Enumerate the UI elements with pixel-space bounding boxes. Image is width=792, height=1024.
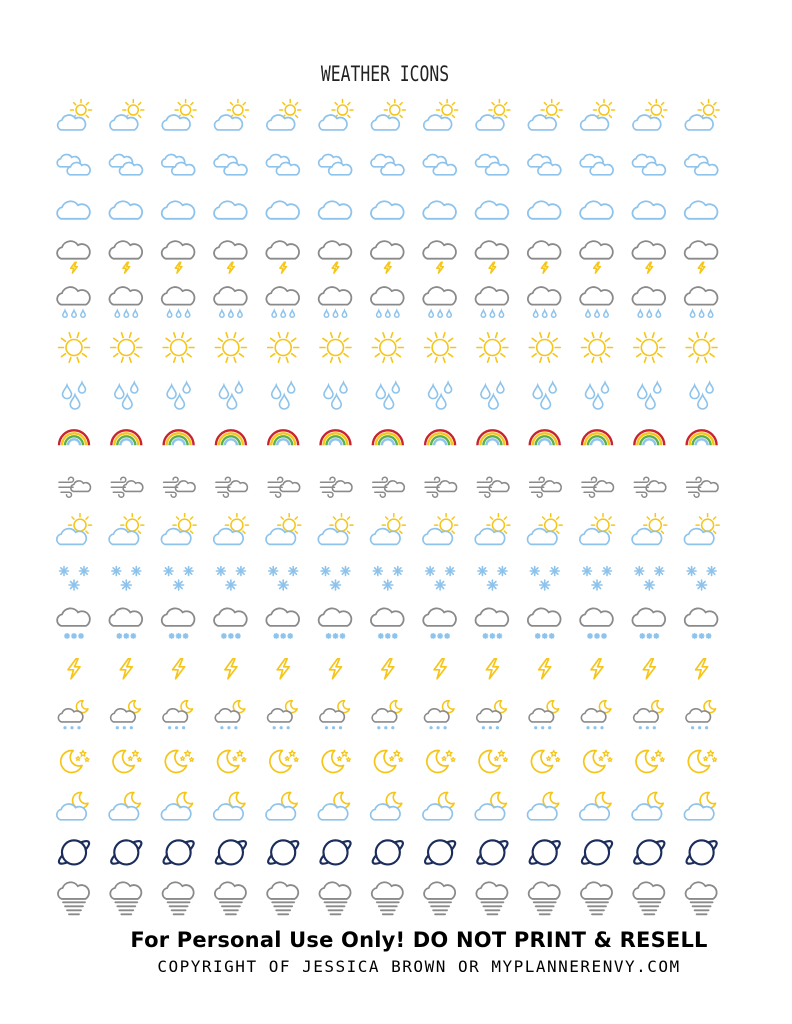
sun-icon [59,333,90,362]
rainbow-icon [268,430,298,445]
raindrops-icon [219,383,242,410]
tornado-icon [319,882,350,914]
rainbow-icon [216,430,246,445]
cloud-icon [528,201,561,219]
snow-cloud-icon [57,608,90,638]
windy-icon [477,477,508,497]
rain-cloud-icon [57,287,90,317]
partly-sunny-icon [319,100,353,130]
icon-grid [52,96,732,926]
cloud-icon [423,201,456,219]
lightning-bolt-icon [330,659,342,679]
tornado-icon [267,882,298,914]
sun-behind-cloud-icon [632,514,667,545]
partly-sunny-icon [162,100,196,130]
planet-icon [370,838,406,868]
moon-stars-icon [218,750,246,772]
moon-stars-icon [688,750,716,772]
planet-icon [318,838,354,868]
windy-icon [216,477,248,497]
clouds-icon [162,155,195,175]
rain-cloud-icon [319,287,352,317]
usage-notice: For Personal Use Only! DO NOT PRINT & RESELL [130,928,708,952]
sun-behind-cloud-icon [580,514,615,545]
raindrops-icon [690,383,713,410]
sun-icon [634,333,665,362]
rainbow-icon [59,430,89,445]
lightning-bolt-icon [68,659,80,679]
clouds-icon [632,155,665,175]
raindrops-icon [481,383,504,410]
planet-icon [265,838,301,868]
moon-cloud-icon [266,792,297,819]
lightning-bolt-icon [486,659,498,679]
partly-sunny-icon [110,100,144,130]
copyright-line: COPYRIGHT OF JESSICA BROWN OR MYPLANNERENVY.COM [157,957,681,976]
clouds-icon [528,155,561,175]
snow-cloud-icon [528,608,561,638]
snowflakes-icon [583,567,612,591]
clouds-icon [580,155,613,175]
planet-icon [161,838,197,868]
planet-icon [422,838,458,868]
lightning-bolt-icon [277,659,289,679]
tornado-icon [215,882,246,914]
moon-cloud-icon [684,792,715,819]
thunderstorm-icon [528,241,561,273]
thunderstorm-icon [476,241,509,273]
cloud-icon [109,201,142,219]
partly-sunny-icon [581,100,615,130]
snowflakes-icon [164,567,193,591]
moon-cloud-icon [161,792,192,819]
sun-behind-cloud-icon [528,514,563,545]
thunderstorm-icon [632,241,665,273]
moon-stars-icon [165,750,193,772]
night-snow-icon [215,701,245,730]
night-snow-icon [320,701,350,730]
night-snow-icon [268,701,298,730]
clouds-icon [266,155,299,175]
planet-icon [579,838,615,868]
cloud-icon [580,201,613,219]
snow-cloud-icon [423,608,456,638]
rainbow-icon [634,430,664,445]
snow-cloud-icon [109,608,142,638]
sun-behind-cloud-icon [423,514,458,545]
snowflakes-icon [530,567,559,591]
moon-cloud-icon [632,792,663,819]
windy-icon [634,477,666,497]
sun-behind-cloud-icon [684,514,719,545]
sun-icon [215,333,246,362]
lightning-bolt-icon [696,659,708,679]
rainbow-icon [687,430,717,445]
thunderstorm-icon [162,241,195,273]
sun-behind-cloud-icon [161,514,196,545]
thunderstorm-icon [423,241,456,273]
sun-icon [268,333,299,362]
rainbow-icon [530,430,560,445]
sun-behind-cloud-icon [266,514,301,545]
partly-sunny-icon [215,100,249,130]
lightning-bolt-icon [173,659,185,679]
rain-cloud-icon [580,287,613,317]
snowflakes-icon [269,567,298,591]
rainbow-icon [321,430,351,445]
sun-icon [320,333,351,362]
clouds-icon [476,155,509,175]
clouds-icon [214,155,247,175]
tornado-icon [58,882,89,914]
moon-stars-icon [531,750,559,772]
sun-icon [582,333,613,362]
sun-icon [686,333,717,362]
planet-icon [108,838,144,868]
snowflakes-icon [373,567,402,591]
lightning-bolt-icon [120,659,132,679]
partly-sunny-icon [528,100,562,130]
moon-stars-icon [636,750,664,772]
night-snow-icon [634,701,664,730]
planet-icon [213,838,249,868]
thunderstorm-icon [371,241,404,273]
rain-cloud-icon [685,287,718,317]
rain-cloud-icon [632,287,665,317]
snow-cloud-icon [214,608,247,638]
rainbow-icon [425,430,455,445]
moon-stars-icon [113,750,141,772]
snowflakes-icon [426,567,455,591]
lightning-bolt-icon [539,659,551,679]
moon-stars-icon [479,750,507,772]
tornado-icon [424,882,455,914]
raindrops-icon [272,383,295,410]
rainbow-icon [111,430,141,445]
thunderstorm-icon [580,241,613,273]
moon-stars-icon [375,750,403,772]
windy-icon [373,477,404,497]
rain-cloud-icon [214,287,247,317]
rain-cloud-icon [371,287,404,317]
sun-icon [372,333,403,362]
moon-cloud-icon [580,792,611,819]
sun-icon [477,333,508,362]
moon-stars-icon [584,750,612,772]
lightning-bolt-icon [382,659,394,679]
snowflakes-icon [687,567,716,591]
windy-icon [111,477,143,497]
sun-behind-cloud-icon [57,514,92,545]
cloud-icon [685,201,718,219]
snow-cloud-icon [266,608,299,638]
cloud-icon [266,201,299,219]
raindrops-icon [533,383,556,410]
night-snow-icon [529,701,559,730]
windy-icon [530,477,562,497]
moon-stars-icon [270,750,298,772]
sun-behind-cloud-icon [214,514,249,545]
partly-sunny-icon [371,100,405,130]
snowflakes-icon [321,567,350,591]
snowflakes-icon [112,567,141,591]
clouds-icon [371,155,404,175]
windy-icon [321,477,352,497]
night-snow-icon [163,701,193,730]
sun-behind-cloud-icon [109,514,144,545]
partly-sunny-icon [58,100,92,130]
moon-cloud-icon [371,792,402,819]
clouds-icon [319,155,352,175]
windy-icon [59,477,91,497]
cloud-icon [57,201,90,219]
moon-cloud-icon [109,792,140,819]
windy-icon [582,477,614,497]
clouds-icon [57,155,90,175]
cloud-icon [214,201,247,219]
snow-cloud-icon [632,608,665,638]
cloud-icon [319,201,352,219]
page-title: WEATHER ICONS [320,62,450,86]
raindrops-icon [376,383,399,410]
rainbow-icon [477,430,507,445]
partly-sunny-icon [267,100,301,130]
rain-cloud-icon [266,287,299,317]
planet-icon [684,838,720,868]
night-snow-icon [686,701,716,730]
snowflakes-icon [478,567,507,591]
thunderstorm-icon [266,241,299,273]
tornado-icon [476,882,507,914]
rainbow-icon [582,430,612,445]
lightning-bolt-icon [434,659,446,679]
cloud-icon [476,201,509,219]
planet-icon [631,838,667,868]
sun-icon [163,333,194,362]
rain-cloud-icon [109,287,142,317]
snow-cloud-icon [162,608,195,638]
snow-cloud-icon [580,608,613,638]
moon-cloud-icon [214,792,245,819]
tornado-icon [372,882,403,914]
tornado-icon [529,882,560,914]
clouds-icon [109,155,142,175]
snow-cloud-icon [685,608,718,638]
raindrops-icon [63,383,86,410]
raindrops-icon [638,383,661,410]
raindrops-icon [324,383,347,410]
thunderstorm-icon [685,241,718,273]
tornado-icon [163,882,194,914]
sun-behind-cloud-icon [318,514,353,545]
raindrops-icon [115,383,138,410]
windy-icon [164,477,196,497]
thunderstorm-icon [214,241,247,273]
clouds-icon [685,155,718,175]
thunderstorm-icon [109,241,142,273]
night-snow-icon [111,701,141,730]
tornado-icon [686,882,717,914]
planet-icon [475,838,511,868]
thunderstorm-icon [319,241,352,273]
cloud-icon [632,201,665,219]
rainbow-icon [164,430,194,445]
windy-icon [687,477,719,497]
sun-behind-cloud-icon [371,514,406,545]
raindrops-icon [429,383,452,410]
planet-icon [527,838,563,868]
partly-sunny-icon [685,100,719,130]
partly-sunny-icon [633,100,667,130]
tornado-icon [110,882,141,914]
night-snow-icon [581,701,611,730]
snowflakes-icon [216,567,245,591]
sun-icon [425,333,456,362]
rainbow-icon [373,430,403,445]
clouds-icon [423,155,456,175]
windy-icon [268,477,300,497]
moon-stars-icon [61,750,89,772]
rain-cloud-icon [476,287,509,317]
night-snow-icon [372,701,402,730]
lightning-bolt-icon [591,659,603,679]
partly-sunny-icon [476,100,510,130]
moon-cloud-icon [57,792,88,819]
moon-stars-icon [322,750,350,772]
rain-cloud-icon [423,287,456,317]
windy-icon [425,477,456,497]
sun-icon [529,333,560,362]
lightning-bolt-icon [225,659,237,679]
snow-cloud-icon [476,608,509,638]
tornado-icon [581,882,612,914]
cloud-icon [371,201,404,219]
moon-cloud-icon [528,792,559,819]
sun-icon [111,333,142,362]
moon-cloud-icon [318,792,349,819]
sun-behind-cloud-icon [475,514,510,545]
moon-cloud-icon [475,792,506,819]
night-snow-icon [477,701,507,730]
rain-cloud-icon [528,287,561,317]
snowflakes-icon [60,567,89,591]
raindrops-icon [167,383,190,410]
lightning-bolt-icon [643,659,655,679]
moon-cloud-icon [423,792,454,819]
partly-sunny-icon [424,100,458,130]
night-snow-icon [424,701,454,730]
planet-icon [56,838,92,868]
tornado-icon [633,882,664,914]
snow-cloud-icon [371,608,404,638]
cloud-icon [162,201,195,219]
snow-cloud-icon [319,608,352,638]
raindrops-icon [586,383,609,410]
thunderstorm-icon [57,241,90,273]
night-snow-icon [58,701,88,730]
snowflakes-icon [635,567,664,591]
rain-cloud-icon [162,287,195,317]
moon-stars-icon [427,750,455,772]
